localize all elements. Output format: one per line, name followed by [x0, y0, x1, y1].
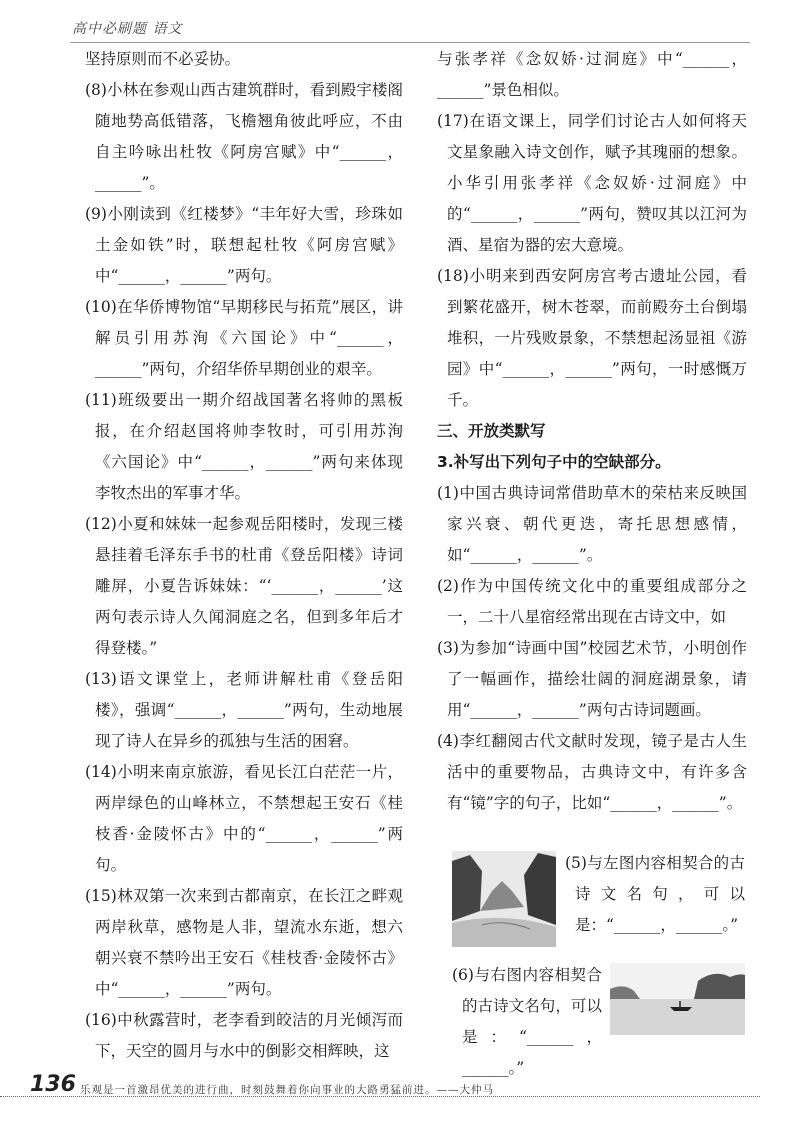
header-rule [70, 42, 750, 43]
section-3-title: 三、开放类默写 [437, 422, 546, 440]
landscape-gorge-image [452, 851, 556, 947]
question-13: (13)语文课堂上，老师讲解杜甫《登岳阳楼》，强调“______，______”两句，生动地展现了诗人在异乡的孤独与生活的困窘。 [85, 670, 403, 750]
question-9: (9)小刚读到《红楼梦》“丰年好大雪，珍珠如土金如铁”时，联想起杜牧《阿房宫赋》中“______，______”两句。 [85, 205, 403, 285]
page-number: 136 [30, 1072, 76, 1097]
question-18: (18)小明来到西安阿房宫考古遗址公园，看到繁花盛开，树木苍翠，而前殿夯土台倒塌堆积，一片残败景象，不禁想起汤显祖《游园》中“______，______”两句，一时感慨万千。 [437, 267, 747, 409]
question-3-2: (2)作为中国传统文化中的重要组成部分之一，二十八星宿经常出现在古诗文中，如 [437, 577, 747, 626]
landscape-picture-right [610, 963, 745, 1035]
question-3-6: (6)与右图内容相契合的古诗文名句，可以是：“______，______。” [452, 966, 602, 1077]
landscape-picture-left [452, 851, 556, 947]
page-footer [0, 1062, 800, 1130]
question-3-3: (3)为参加“诗画中国”校园艺术节，小明创作了一幅画作，描绘壮阔的洞庭湖景象，请用“______，______”两句古诗词题画。 [437, 639, 747, 719]
question-3-title: 3.补写出下列句子中的空缺部分。 [437, 453, 671, 471]
boat-lake-image [610, 963, 745, 1035]
question-8: (8)小林在参观山西古建筑群时，看到殿宇楼阁随地势高低错落，飞檐翘角彼此呼应，不由自主吟咏出杜牧《阿房宫赋》中“______，______”。 [85, 81, 403, 192]
question-3-4: (4)李红翻阅古代文献时发现，镜子是古人生活中的重要物品，古典诗文中，有许多含有“镜”字的句子，比如“______，______”。 [437, 732, 747, 812]
question-10: (10)在华侨博物馆“早期移民与拓荒”展区，讲解员引用苏洵《六国论》中“______，______”两句，介绍华侨早期创业的艰辛。 [85, 298, 403, 378]
question-14: (14)小明来南京旅游，看见长江白茫茫一片，两岸绿色的山峰林立，不禁想起王安石《桂枝香·金陵怀古》中的“______，______”两句。 [85, 763, 403, 874]
left-column [85, 44, 403, 1067]
question-15: (15)林双第一次来到古都南京，在长江之畔观两岸秋草，感物是人非，望流水东逝，想六朝兴衰不禁吟出王安石《桂枝香·金陵怀古》中“______，______”两句。 [85, 887, 403, 998]
question-16-cont: 与张孝祥《念奴娇·过洞庭》中“______，______”景色相似。 [437, 50, 747, 99]
page-header [70, 14, 750, 42]
header-title: 高中必刷题 语文 [72, 21, 183, 37]
left-paragraph: 坚持原则而不必妥协。 [85, 50, 241, 68]
question-11: (11)班级要出一期介绍战国著名将帅的黑板报，在介绍赵国将帅李牧时，可引用苏洵《六国论》中“______，______”两句来体现李牧杰出的军事才华。 [85, 391, 403, 502]
question-3-5-text [565, 848, 745, 941]
question-3-1: (1)中国古典诗词常借助草木的荣枯来反映国家兴衰、朝代更迭，寄托思想感情，如“______，______”。 [437, 484, 747, 564]
question-3-5: (5)与左图内容相契合的古诗文名句，可以是：“______，______。” [565, 854, 745, 934]
question-12: (12)小夏和妹妹一起参观岳阳楼时，发现三楼悬挂着毛泽东手书的杜甫《登岳阳楼》诗词雕屏，小夏告诉妹妹：“‘______，______’这两句表示诗人久闻洞庭之名，但到多年后才得登楼。” [85, 515, 403, 657]
footer-rule [0, 1096, 760, 1097]
question-16: (16)中秋露营时，老李看到皎洁的月光倾泻而下，天空的圆月与水中的倒影交相辉映，这 [85, 1011, 403, 1060]
footer-quote: 乐观是一首激昂优美的进行曲，时刻鼓舞着你向事业的大路勇猛前进。——大仲马 [80, 1084, 494, 1096]
right-column [437, 44, 747, 819]
question-17: (17)在语文课上，同学们讨论古人如何将天文星象融入诗文创作，赋予其瑰丽的想象。小华引用张孝祥《念奴娇·过洞庭》中的“______，______”两句，赞叹其以江河为酒、星宿为器的宏大意境。 [437, 112, 747, 254]
